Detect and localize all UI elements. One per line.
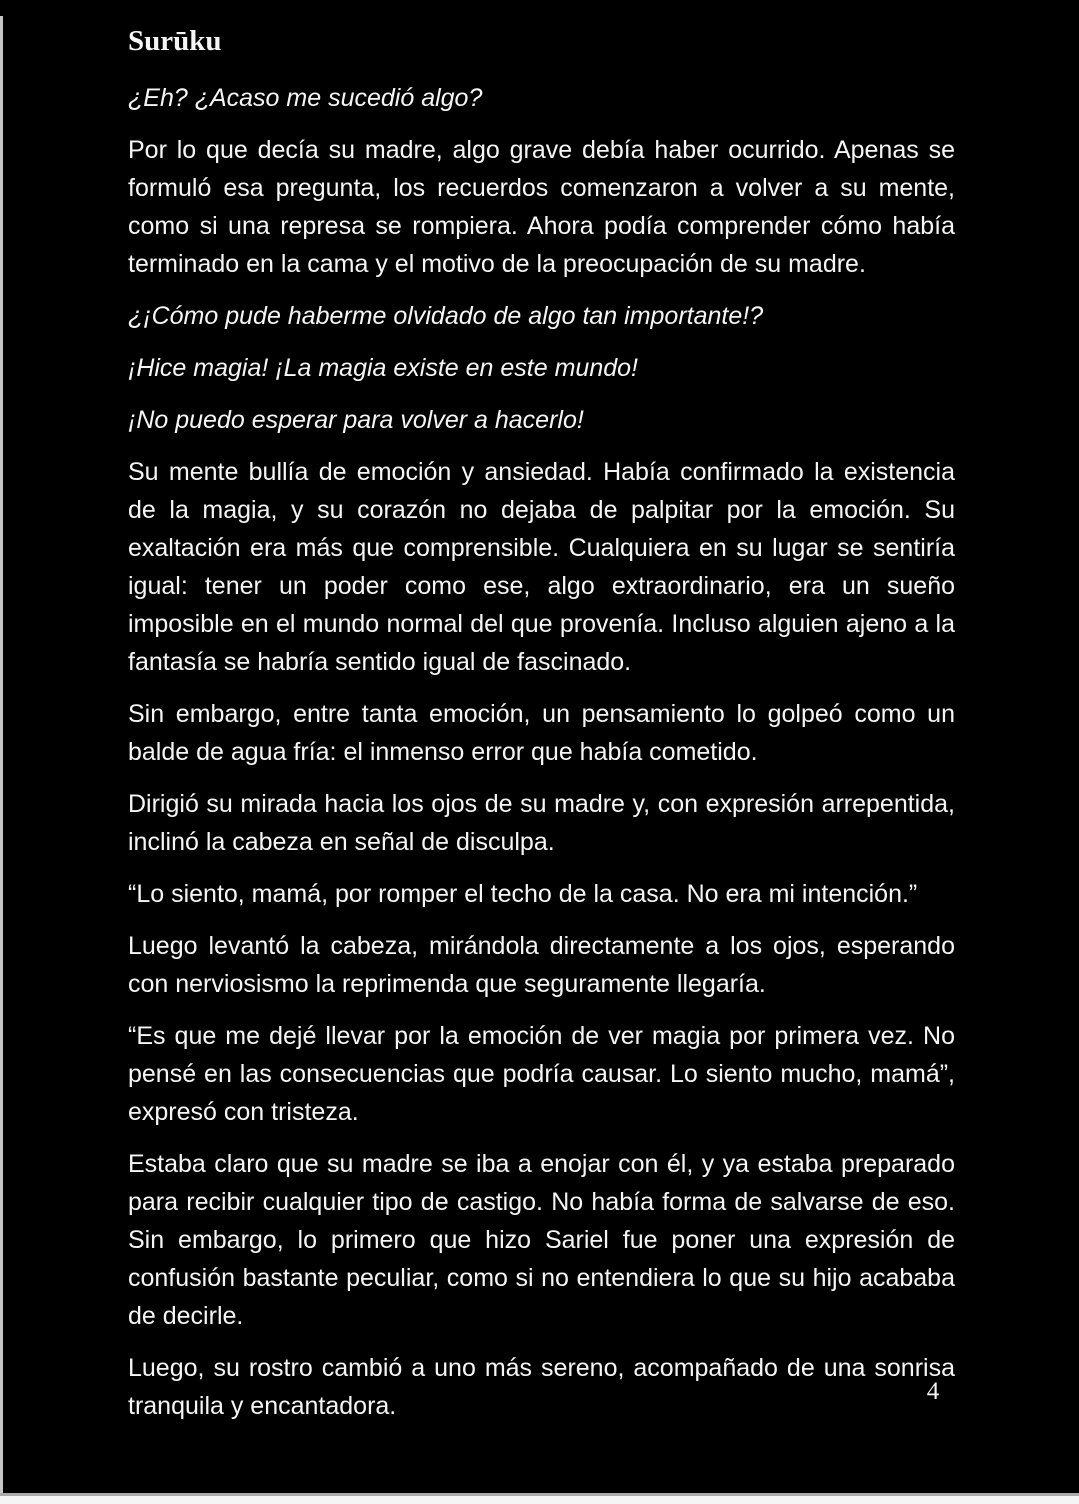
thought-paragraph: ¡No puedo esperar para volver a hacerlo! [128, 406, 584, 434]
thought-paragraph: ¿Eh? ¿Acaso me sucedió algo? [128, 84, 483, 112]
page-title: Surūku [128, 25, 222, 57]
body-paragraph: Luego levantó la cabeza, mirándola directamente a los ojos, esperando con nerviosismo la reprimenda que seguramente llegaría. [128, 932, 955, 998]
body-paragraph: “Es que me dejé llevar por la emoción de ver magia por primera vez. No pensé en las consecuencias que podría causar. Lo siento mucho, mamá”, expresó con tristeza. [128, 1022, 955, 1126]
page-content [128, 24, 955, 1439]
body-paragraph: Su mente bullía de emoción y ansiedad. Había confirmado la existencia de la magia, y su corazón no dejaba de palpitar por la emoción. Su exaltación era más que comprensible. Cualquiera en su lugar se sentiría igual: tener un poder como ese, algo extraordinario, era un sueño imposible en el mundo normal del que provenía. Incluso alguien ajeno a la fantasía se habría sentido igual de fascinado. [128, 458, 955, 676]
body-paragraph: Luego, su rostro cambió a uno más sereno, acompañado de una sonrisa tranquila y encantadora. [128, 1354, 955, 1420]
page-number: 4 [926, 1378, 940, 1405]
body-paragraph: Sin embargo, entre tanta emoción, un pensamiento lo golpeó como un balde de agua fría: el inmenso error que había cometido. [128, 700, 955, 766]
paragraph-list [128, 79, 955, 1425]
thought-paragraph: ¿¡Cómo pude haberme olvidado de algo tan importante!? [128, 302, 764, 330]
thought-paragraph: ¡Hice magia! ¡La magia existe en este mundo! [128, 354, 638, 382]
body-paragraph: “Lo siento, mamá, por romper el techo de la casa. No era mi intención.” [128, 880, 918, 908]
page-bottom-edge-line [0, 1493, 1079, 1496]
body-paragraph: Dirigió su mirada hacia los ojos de su madre y, con expresión arrepentida, inclinó la cabeza en señal de disculpa. [128, 790, 955, 856]
body-paragraph: Por lo que decía su madre, algo grave debía haber ocurrido. Apenas se formuló esa pregunta, los recuerdos comenzaron a volver a su mente, como si una represa se rompiera. Ahora podía comprender cómo había terminado en la cama y el motivo de la preocupación de su madre. [128, 136, 955, 278]
page-left-edge-line [0, 16, 3, 1493]
body-paragraph: Estaba claro que su madre se iba a enojar con él, y ya estaba preparado para recibir cualquier tipo de castigo. No había forma de salvarse de eso. Sin embargo, lo primero que hizo Sariel fue poner una expresión de confusión bastante peculiar, como si no entendiera lo que su hijo acababa de decirle. [128, 1150, 955, 1330]
